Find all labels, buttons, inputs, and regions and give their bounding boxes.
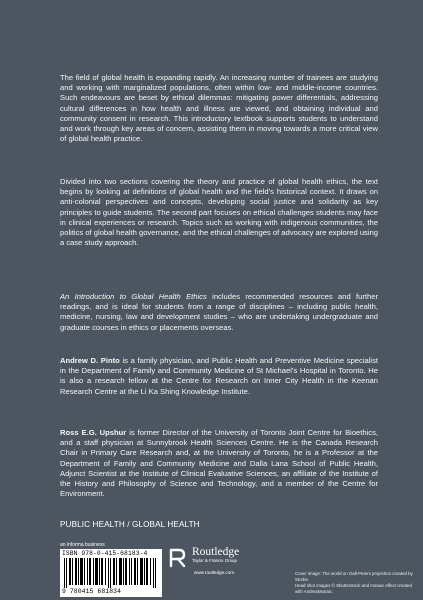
publisher-url: www.routledge.com bbox=[194, 570, 235, 575]
barcode bbox=[60, 549, 162, 597]
image-credits bbox=[295, 571, 415, 595]
publisher-logo bbox=[168, 546, 239, 568]
publisher-text bbox=[192, 546, 239, 564]
paragraph-3-text: includes recommended resources and further readings, and is ideal for students from a range of disciplines – including public health, medicine, nursing, law and development studies – who are undertaking undergraduate and graduate courses in ethics or placements overseas. bbox=[60, 292, 378, 332]
barcode-bars bbox=[62, 558, 160, 588]
author-bio-1 bbox=[60, 356, 378, 397]
description-paragraph-1: The field of global health is expanding rapidly. An increasing number of trainees are studying and working with marginalized populations, often within low- and middle-income countries. Such endeavours are beset by ethical dilemmas: mitigating power differentials, addressing cultural differences in how health and illness are viewed, and obtaining individual and community consent in research. This introductory textbook supports students to understand and work through key areas of concern, assisting them in moving towards a more critical view of global health practice. bbox=[60, 73, 378, 144]
barcode-digits: 9 780415 681834 bbox=[62, 588, 122, 595]
author-bio-text-2: is former Director of the University of Toronto Joint Centre for Bioethics, and a staff physician at Sunnybrook Health Sciences Centre. He is the Canada Research Chair in Primary Care Research and, at the University of Toronto, he is a Professor at the Department of Family and Community Medicine and Dalla Lana School of Public Health, Adjunct Scientist at the Institute of Clinical Evaluative Sciences, an affiliate of the Institute of the History and Philosophy of Science and Technology, and a member of the Centre for Environment. bbox=[60, 428, 379, 499]
book-title-inline: An Introduction to Global Health Ethics bbox=[60, 292, 207, 301]
description-paragraph-3 bbox=[60, 292, 378, 333]
credit-line-1: Cover image: The world on Gall-Peters projection created by Strebe. bbox=[295, 571, 413, 582]
description-paragraph-2: Divided into two sections covering the theory and practice of global health ethics, the text begins by looking at definitions of global health and the field’s historical context. It draws on anti-colonial perspectives and concepts, developing social justice and solidarity as key principles to guide students. The second part focuses on ethical challenges students may face in clinical experiences or research. Topics such as working with indigenous communities, the politics of global health governance, and the ethical challenges of advocacy are explored using a case study approach. bbox=[60, 177, 378, 248]
subject-category: PUBLIC HEALTH / GLOBAL HEALTH bbox=[60, 520, 200, 529]
publisher-group: Taylor & Francis Group bbox=[192, 558, 237, 563]
informa-label: an informa business bbox=[60, 542, 105, 548]
author-name-1: Andrew D. Pinto bbox=[60, 356, 120, 365]
author-bio-2 bbox=[60, 428, 378, 499]
author-bio-text-1: is a family physician, and Public Health and Preventive Medicine specialist in the Department of Family and Community Medicine of St Michael’s Hospital in Toronto. He is also a research fellow at the Centre for Research on Inner City Health in the Keenan Research Centre at the Li Ka Shing Knowledge Institute. bbox=[60, 356, 379, 396]
credit-line-2: Head shot images © Shutterstock and mosaic effect created with AndreaMosaic. bbox=[295, 583, 412, 594]
publisher-name: Routledge bbox=[192, 546, 240, 558]
author-name-2: Ross E.G. Upshur bbox=[60, 428, 127, 437]
routledge-logo-icon bbox=[168, 548, 188, 568]
isbn-number: ISBN 978-0-415-68183-4 bbox=[62, 550, 148, 557]
